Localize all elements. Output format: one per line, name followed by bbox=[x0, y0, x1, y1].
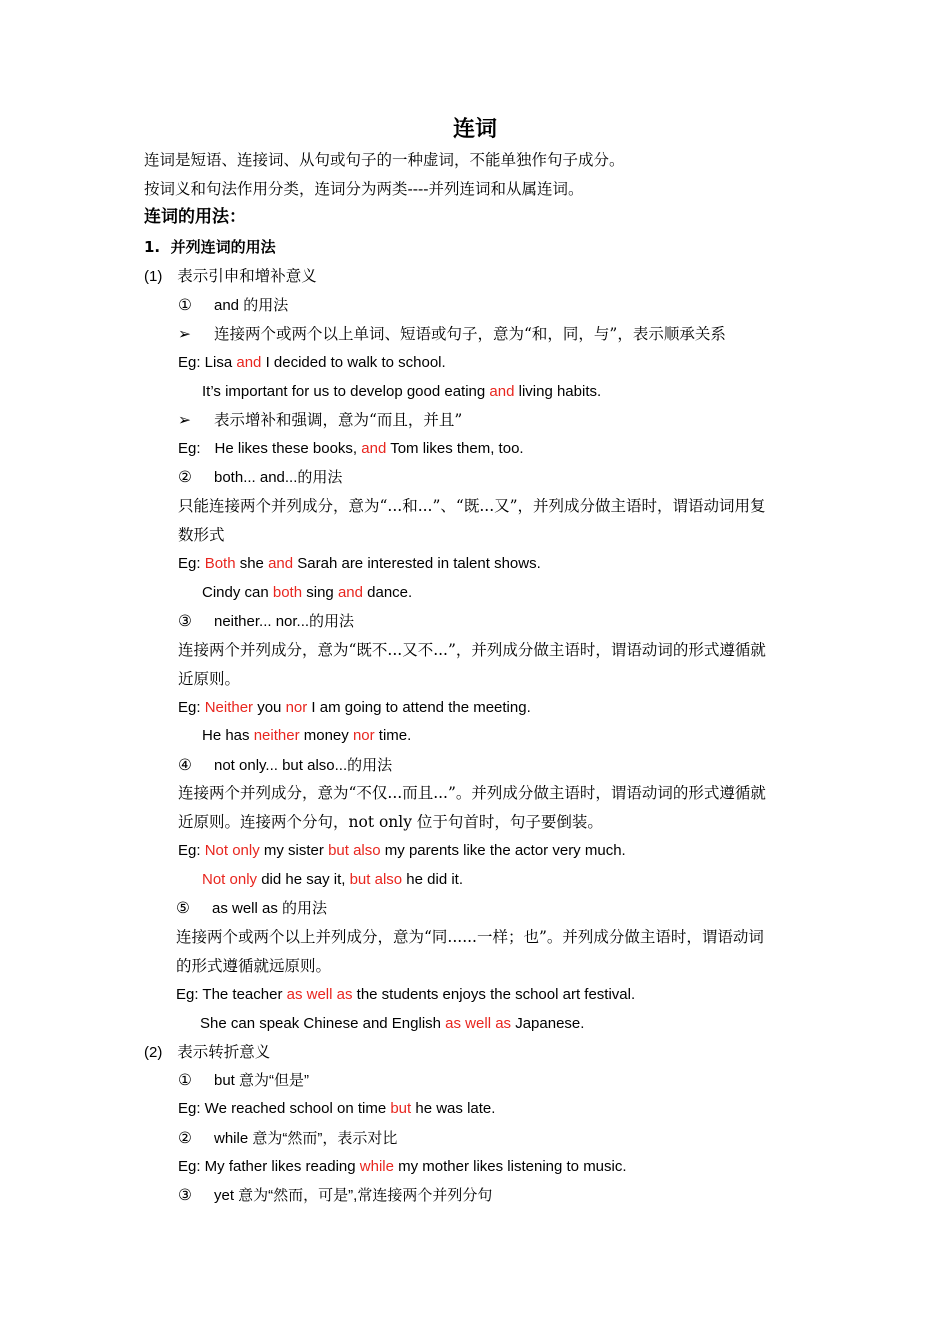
example-text: living habits. bbox=[514, 383, 602, 400]
item-aswellas-desc-1: 连接两个或两个以上并列成分，意为“同......一样；也”。并列成分做主语时，谓语动词 bbox=[176, 928, 764, 946]
arrow-bullet-icon: ➢ bbox=[178, 325, 191, 343]
circled-1-marker: ① bbox=[178, 296, 192, 314]
example-sentence bbox=[178, 698, 531, 718]
item-both-desc-1: 只能连接两个并列成分，意为“...和...”、“既...又”，并列成分做主语时，谓语动词用复 bbox=[178, 497, 766, 515]
item-but-heading bbox=[178, 1070, 309, 1091]
example-sentence bbox=[178, 1157, 627, 1177]
example-text: Eg: bbox=[178, 842, 205, 859]
example-text: Eg: bbox=[178, 699, 205, 716]
example-text: my sister bbox=[259, 842, 329, 859]
item-aswellas-title: as well as 的用法 bbox=[212, 900, 328, 917]
example-text: you bbox=[253, 699, 286, 716]
highlighted-conjunction: and bbox=[268, 555, 294, 572]
example-text: Eg: We reached school on time bbox=[178, 1100, 391, 1117]
highlighted-conjunction: Neither bbox=[204, 699, 254, 716]
item-neither-desc-2: 近原则。 bbox=[178, 670, 241, 688]
example-text: Tom likes them, too. bbox=[386, 440, 524, 457]
arrow-bullet-icon: ➢ bbox=[178, 411, 191, 429]
item-yet-title: yet 意为“然而，可是”,常连接两个并列分句 bbox=[214, 1187, 493, 1204]
example-sentence bbox=[178, 841, 626, 861]
highlighted-conjunction: as well as bbox=[445, 1015, 512, 1032]
highlighted-conjunction: but also bbox=[349, 871, 403, 888]
example-sentence bbox=[202, 726, 411, 746]
intro-line-1: 连词是短语、连接词、从句或句子的一种虚词，不能单独作句子成分。 bbox=[144, 151, 625, 169]
item-while-title: while 意为“然而”，表示对比 bbox=[214, 1130, 398, 1147]
example-sentence bbox=[178, 1099, 495, 1119]
page-title: 连词 bbox=[452, 117, 497, 142]
item-neither-title: neither... nor...的用法 bbox=[214, 613, 355, 630]
item-both-desc-2: 数形式 bbox=[178, 526, 225, 544]
example-text: sing bbox=[302, 584, 338, 601]
example-text: Cindy can bbox=[202, 584, 273, 601]
example-text: he was late. bbox=[411, 1100, 496, 1117]
circled-4-marker: ④ bbox=[178, 756, 192, 774]
example-text: the students enjoys the school art festival. bbox=[352, 986, 636, 1003]
highlighted-conjunction: and bbox=[361, 440, 387, 457]
highlighted-conjunction: nor bbox=[285, 699, 308, 716]
example-text: I decided to walk to school. bbox=[261, 354, 446, 371]
highlighted-conjunction: and bbox=[236, 354, 262, 371]
example-prefix: Eg: bbox=[178, 440, 201, 457]
circled-5-marker: ⑤ bbox=[176, 899, 190, 917]
example-sentence bbox=[178, 353, 446, 373]
example-sentence bbox=[202, 382, 601, 402]
item-notonly-heading bbox=[178, 755, 392, 776]
circled-2-marker: ② bbox=[178, 468, 192, 486]
example-text: my parents like the actor very much. bbox=[380, 842, 626, 859]
example-text: he did it. bbox=[402, 871, 464, 888]
section-1-title: 并列连词的用法 bbox=[170, 238, 276, 256]
example-text: she bbox=[235, 555, 269, 572]
example-text: Eg: bbox=[178, 555, 205, 572]
example-sentence bbox=[202, 870, 463, 890]
item-and-bullet-1 bbox=[178, 324, 726, 344]
example-text: Eg: The teacher bbox=[176, 986, 287, 1003]
usage-heading: 连词的用法： bbox=[144, 207, 246, 227]
example-text: Japanese. bbox=[511, 1015, 585, 1032]
example-text: my mother likes listening to music. bbox=[393, 1158, 627, 1175]
highlighted-conjunction: Both bbox=[204, 555, 236, 572]
example-text: I am going to attend the meeting. bbox=[307, 699, 531, 716]
item-while-heading bbox=[178, 1128, 397, 1149]
part-1-heading bbox=[144, 266, 317, 287]
example-text: did he say it, bbox=[257, 871, 350, 888]
circled-2-marker: ② bbox=[178, 1129, 192, 1147]
highlighted-conjunction: both bbox=[272, 584, 303, 601]
circled-1-marker: ① bbox=[178, 1071, 192, 1089]
item-notonly-title: not only... but also...的用法 bbox=[214, 757, 393, 774]
example-text: dance. bbox=[362, 584, 413, 601]
item-and-title: and 的用法 bbox=[214, 297, 289, 314]
highlighted-conjunction: nor bbox=[352, 727, 375, 744]
circled-3-marker: ③ bbox=[178, 1186, 192, 1204]
highlighted-conjunction: as well as bbox=[286, 986, 353, 1003]
item-neither-desc-1: 连接两个并列成分，意为“既不...又不...”，并列成分做主语时，谓语动词的形式遵循就 bbox=[178, 641, 766, 659]
item-both-title: both... and...的用法 bbox=[214, 469, 343, 486]
bullet-text: 连接两个或两个以上单词、短语或句子，意为“和，同，与”，表示顺承关系 bbox=[214, 325, 726, 343]
highlighted-conjunction: neither bbox=[253, 727, 300, 744]
part-1-number: (1) bbox=[144, 268, 163, 285]
item-notonly-desc-2: 近原则。连接两个分句，not only 位于句首时，句子要倒装。 bbox=[178, 813, 603, 831]
example-sentence bbox=[176, 985, 635, 1005]
section-1-number: 1. bbox=[144, 238, 161, 256]
example-text: Sarah are interested in talent shows. bbox=[293, 555, 541, 572]
example-text: Eg: My father likes reading bbox=[178, 1158, 360, 1175]
example-text: money bbox=[299, 727, 353, 744]
example-sentence bbox=[202, 583, 412, 603]
item-and-heading bbox=[178, 295, 288, 316]
section-1-heading bbox=[144, 237, 276, 257]
part-1-label: 表示引申和增补意义 bbox=[177, 267, 317, 285]
item-aswellas-heading bbox=[176, 898, 327, 919]
highlighted-conjunction: Not only bbox=[202, 871, 258, 888]
example-text: She can speak Chinese and English bbox=[200, 1015, 446, 1032]
example-sentence bbox=[200, 1014, 584, 1034]
highlighted-conjunction: Not only bbox=[204, 842, 260, 859]
part-2-heading bbox=[144, 1042, 270, 1063]
highlighted-conjunction: while bbox=[359, 1158, 394, 1175]
highlighted-conjunction: but bbox=[390, 1100, 412, 1117]
part-2-number: (2) bbox=[144, 1044, 163, 1061]
item-neither-heading bbox=[178, 611, 354, 632]
example-text: Eg: Lisa bbox=[178, 354, 237, 371]
highlighted-conjunction: and bbox=[337, 584, 363, 601]
bullet-text: 表示增补和强调，意为“而且，并且” bbox=[214, 411, 463, 429]
intro-line-2: 按词义和句法作用分类，连词分为两类----并列连词和从属连词。 bbox=[144, 180, 584, 198]
item-but-title: but 意为“但是” bbox=[214, 1072, 310, 1089]
highlighted-conjunction: and bbox=[489, 383, 515, 400]
item-and-bullet-2 bbox=[178, 410, 462, 430]
part-2-label: 表示转折意义 bbox=[177, 1043, 271, 1061]
item-yet-heading bbox=[178, 1185, 492, 1206]
example-sentence bbox=[178, 554, 541, 574]
example-sentence bbox=[178, 439, 524, 459]
circled-3-marker: ③ bbox=[178, 612, 192, 630]
highlighted-conjunction: but also bbox=[328, 842, 381, 859]
example-text: He likes these books, bbox=[214, 440, 362, 457]
item-both-heading bbox=[178, 467, 342, 488]
item-notonly-desc-1: 连接两个并列成分，意为“不仅...而且...”。并列成分做主语时，谓语动词的形式遵循就 bbox=[178, 784, 766, 802]
example-text: He has bbox=[202, 727, 254, 744]
example-text: It’s important for us to develop good eating bbox=[202, 383, 490, 400]
example-text: time. bbox=[374, 727, 412, 744]
item-aswellas-desc-2: 的形式遵循就远原则。 bbox=[176, 957, 332, 975]
